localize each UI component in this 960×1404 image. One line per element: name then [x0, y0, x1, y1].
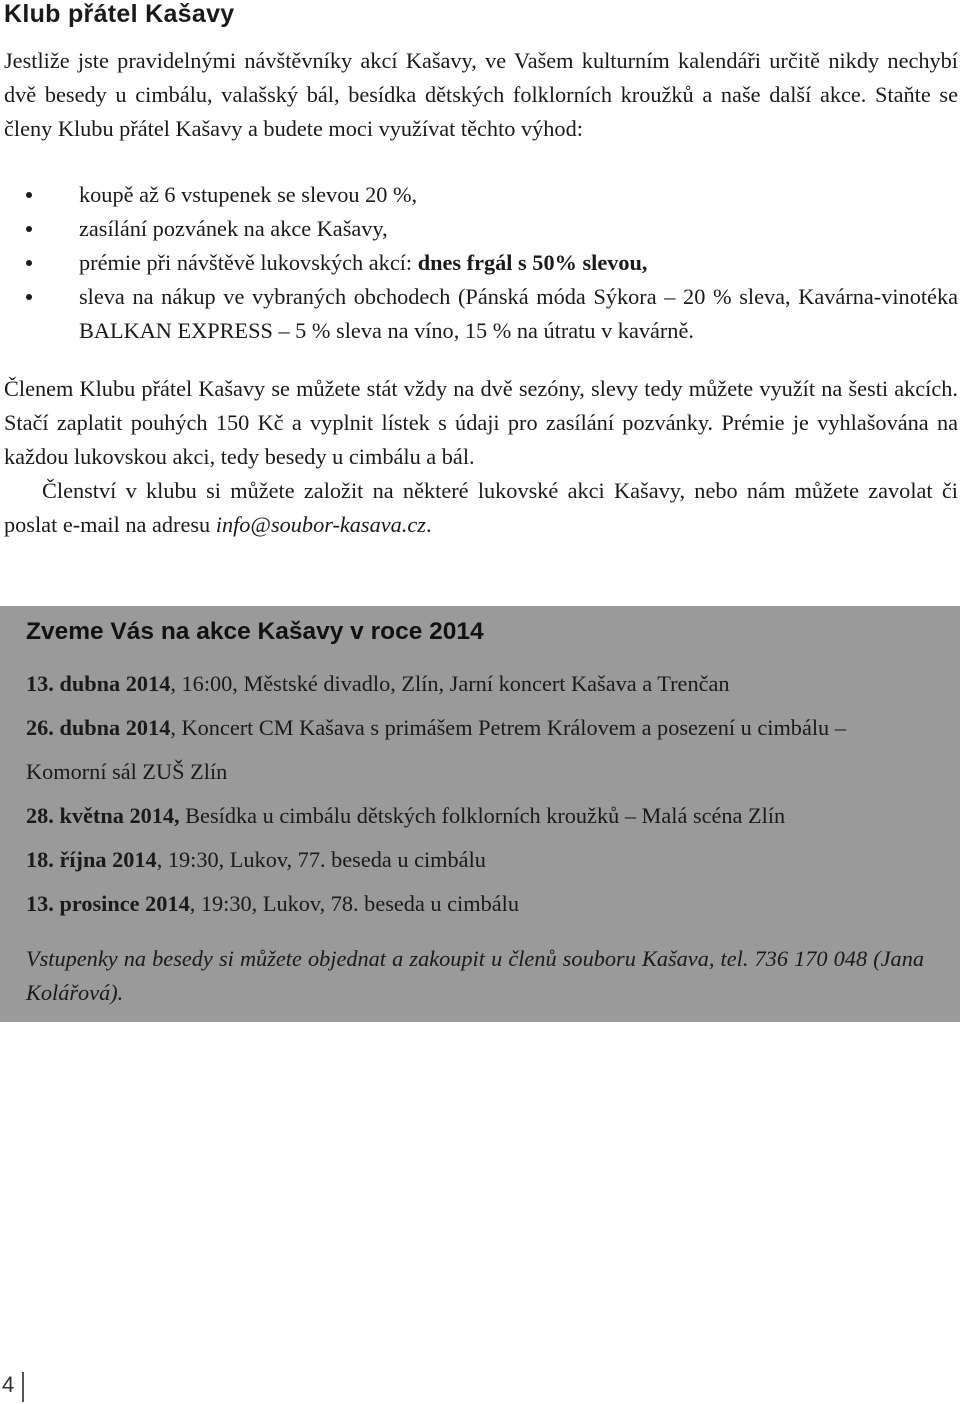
bullet-icon [26, 294, 32, 300]
event-date: 26. dubna 2014 [26, 715, 171, 740]
bullet-icon [26, 260, 32, 266]
benefit-highlight: dnes frgál s 50% slevou, [417, 250, 648, 275]
event-date: 28. května 2014, [26, 803, 180, 828]
event-date: 18. října 2014 [26, 847, 157, 872]
event-item [26, 706, 926, 794]
benefit-item [4, 280, 958, 348]
event-details: , 19:30, Lukov, 77. beseda u cimbálu [156, 847, 486, 872]
event-item [26, 838, 926, 882]
tickets-note: Vstupenky na besedy si můžete objednat a zakoupit u členů souboru Kašava, tel. 736 170 048 (Jana Kolářová). [26, 946, 924, 1005]
contact-text: Členství v klubu si můžete založit na některé lukovské akci Kašavy, nebo nám můžete zavolat či poslat e-mail na adresu [4, 478, 958, 537]
benefit-item [4, 178, 958, 212]
contact-text-end: . [425, 512, 432, 537]
events-title: Zveme Vás na akce Kašavy v roce 2014 [26, 618, 484, 645]
intro-section [4, 44, 958, 146]
events-box [0, 606, 960, 1022]
event-item [26, 662, 926, 706]
event-date: 13. prosince 2014 [26, 891, 190, 916]
bullet-icon [26, 226, 32, 232]
benefit-text: zasílání pozvánek na akce Kašavy, [79, 216, 388, 241]
membership-paragraph: Členem Klubu přátel Kašavy se můžete stát vždy na dvě sezóny, slevy tedy můžete využít na šesti akcích. Stačí zaplatit pouhých 150 Kč a vyplnit lístek s údaji pro zasílání pozvánky. Prémie je vyhlašována na každou lukovskou akci, tedy besedy u cimbálu a bál. [4, 376, 958, 469]
event-details: Besídka u cimbálu dětských folklorních kroužků – Malá scéna Zlín [179, 803, 786, 828]
event-date: 13. dubna 2014 [26, 671, 171, 696]
contact-paragraph [4, 474, 958, 542]
events-list [26, 662, 926, 926]
benefit-text: sleva na nákup ve vybraných obchodech (Pánská móda Sýkora – 20 % sleva, Kavárna-vinotéka BALKAN EXPRESS – 5 % sleva na víno, 15 % na útratu v kavárně. [79, 284, 958, 343]
membership-section [4, 372, 958, 542]
benefits-list [4, 178, 958, 348]
benefit-text: prémie při návštěvě lukovských akcí: [79, 250, 418, 275]
event-item [26, 882, 926, 926]
page-number-divider [22, 1372, 24, 1402]
event-details: , Koncert CM Kašava s primášem Petrem Královem a posezení u cimbálu – Komorní sál ZUŠ Zlín [26, 715, 846, 784]
page-number: 4 [2, 1372, 15, 1397]
benefit-item [4, 212, 958, 246]
bullet-icon [26, 192, 32, 198]
benefit-item [4, 246, 958, 280]
benefit-text: koupě až 6 vstupenek se slevou 20 %, [79, 182, 418, 207]
email-address: info@soubor-kasava.cz [215, 512, 426, 537]
event-item [26, 794, 926, 838]
page-title: Klub přátel Kašavy [4, 0, 235, 28]
event-details: , 16:00, Městské divadlo, Zlín, Jarní koncert Kašava a Trenčan [170, 671, 730, 696]
event-details: , 19:30, Lukov, 78. beseda u cimbálu [189, 891, 519, 916]
intro-paragraph: Jestliže jste pravidelnými návštěvníky akcí Kašavy, ve Vašem kulturním kalendáři určitě nikdy nechybí dvě besedy u cimbálu, valašský bál, besídka dětských folklorních kroužků a naše další akce. Staňte se členy Klubu přátel Kašavy a budete moci využívat těchto výhod: [4, 48, 958, 141]
